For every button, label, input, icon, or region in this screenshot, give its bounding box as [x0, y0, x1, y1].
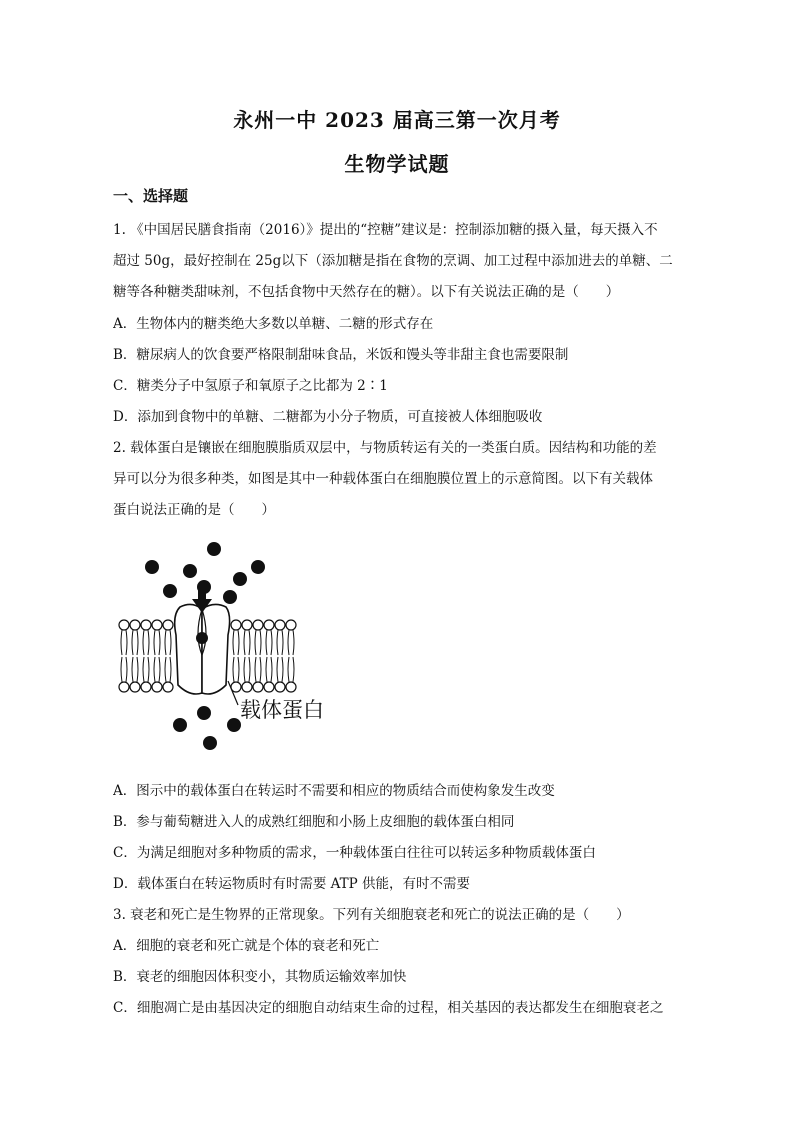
section-heading: 一、选择题 — [113, 187, 189, 205]
q3-stem-line1: 3. 衰老和死亡是生物界的正常现象。下列有关细胞衰老和死亡的说法正确的是（ ） — [113, 907, 630, 923]
phospholipid-head — [119, 620, 129, 630]
q2-stem-line3: 蛋白说法正确的是（ ） — [113, 502, 275, 518]
lipid-tail — [132, 630, 138, 655]
lipid-tail — [255, 630, 261, 655]
lipid-tail — [121, 657, 127, 682]
lipid-tail — [288, 630, 294, 655]
phospholipid-head — [275, 620, 285, 630]
q1-stem-line1: 1. 《中国居民膳食指南（2016）》提出的“控糖”建议是：控制添加糖的摄入量，每天摄入不 — [113, 222, 658, 238]
phospholipid-head — [242, 682, 252, 692]
lipid-tail — [244, 630, 250, 655]
q2-option-a: A．图示中的载体蛋白在转运时不需要和相应的物质结合而使构象发生改变 — [113, 783, 555, 799]
q1-option-d: D．添加到食物中的单糖、二糖都为小分子物质，可直接被人体细胞吸收 — [113, 409, 543, 425]
exam-title: 永州一中 2023 届高三第一次月考 — [233, 108, 561, 132]
solute-molecule — [145, 560, 159, 574]
phospholipid-head — [119, 682, 129, 692]
bound-molecule — [196, 632, 208, 644]
q1-option-b: B．糖尿病人的饮食要严格限制甜味食品，米饭和馒头等非甜主食也需要限制 — [113, 347, 569, 363]
carrier-protein-shape — [175, 604, 230, 694]
q3-option-a: A．细胞的衰老和死亡就是个体的衰老和死亡 — [113, 938, 380, 954]
phospholipid-head — [231, 620, 241, 630]
q3-option-b: B．衰老的细胞因体积变小，其物质运输效率加快 — [113, 969, 407, 985]
inner-solute-molecules — [173, 706, 241, 750]
phospholipid-head — [163, 620, 173, 630]
phospholipid-head — [242, 620, 252, 630]
phospholipid-head — [253, 620, 263, 630]
lipid-tail — [244, 657, 250, 682]
lipid-tail — [165, 630, 171, 655]
q2-stem-line2: 异可以分为很多种类，如图是其中一种载体蛋白在细胞膜位置上的示意简图。以下有关载体 — [113, 471, 653, 487]
phospholipid-head — [264, 682, 274, 692]
solute-molecule — [203, 736, 217, 750]
phospholipid-head — [130, 620, 140, 630]
phospholipid-head — [152, 682, 162, 692]
q3-option-c: C．细胞凋亡是由基因决定的细胞自动结束生命的过程，相关基因的表达都发生在细胞衰老之 — [113, 1000, 664, 1016]
q1-stem-line2: 超过 50g，最好控制在 25g以下（添加糖是指在食物的烹调、加工过程中添加进去的单糖、二 — [113, 253, 673, 269]
phospholipid-head — [141, 620, 151, 630]
lipid-tail — [288, 657, 294, 682]
phospholipid-head — [275, 682, 285, 692]
q1-stem-line3: 糖等各种糖类甜味剂，不包括食物中天然存在的糖）。以下有关说法正确的是（ ） — [113, 284, 620, 300]
q2-stem-line1: 2. 载体蛋白是镶嵌在细胞膜脂质双层中，与物质转运有关的一类蛋白质。因结构和功能的差 — [113, 440, 657, 456]
solute-molecule — [251, 560, 265, 574]
phospholipid-head — [264, 620, 274, 630]
lipid-tail — [233, 630, 239, 655]
q2-option-d: D．载体蛋白在转运物质时有时需要 ATP 供能，有时不需要 — [113, 876, 471, 892]
lipid-tail — [266, 630, 272, 655]
lipid-tail — [132, 657, 138, 682]
phospholipid-head — [286, 620, 296, 630]
lipid-tail — [277, 657, 283, 682]
solute-molecule — [197, 706, 211, 720]
lipid-tail — [121, 630, 127, 655]
lipid-tail — [255, 657, 261, 682]
q2-option-b: B．参与葡萄糖进入人的成熟红细胞和小肠上皮细胞的载体蛋白相同 — [113, 814, 515, 830]
solute-molecule — [163, 584, 177, 598]
lipid-tail — [154, 657, 160, 682]
solute-molecule — [183, 564, 197, 578]
exam-subtitle: 生物学试题 — [344, 152, 450, 176]
lipid-tail — [233, 657, 239, 682]
membrane-diagram — [110, 535, 350, 760]
lipid-tail — [277, 630, 283, 655]
solute-molecule — [223, 590, 237, 604]
lipid-tail — [143, 630, 149, 655]
lipid-tail — [143, 657, 149, 682]
q2-option-c: C．为满足细胞对多种物质的需求，一种载体蛋白往往可以转运多种物质载体蛋白 — [113, 845, 596, 861]
solute-molecule — [173, 718, 187, 732]
phospholipid-head — [253, 682, 263, 692]
lipid-tail — [154, 630, 160, 655]
solute-molecule — [227, 718, 241, 732]
solute-molecule — [207, 542, 221, 556]
lipid-tail — [165, 657, 171, 682]
lipid-tail — [266, 657, 272, 682]
phospholipid-head — [152, 620, 162, 630]
solute-molecule — [233, 572, 247, 586]
carrier-protein-figure — [110, 535, 350, 760]
phospholipid-head — [163, 682, 173, 692]
q1-option-a: A．生物体内的糖类绝大多数以单糖、二糖的形式存在 — [113, 316, 434, 332]
phospholipid-head — [130, 682, 140, 692]
phospholipid-head — [286, 682, 296, 692]
phospholipid-head — [141, 682, 151, 692]
q1-option-c: C．糖类分子中氢原子和氧原子之比都为 2∶1 — [113, 378, 388, 394]
carrier-protein-label: 载体蛋白 — [240, 699, 324, 722]
